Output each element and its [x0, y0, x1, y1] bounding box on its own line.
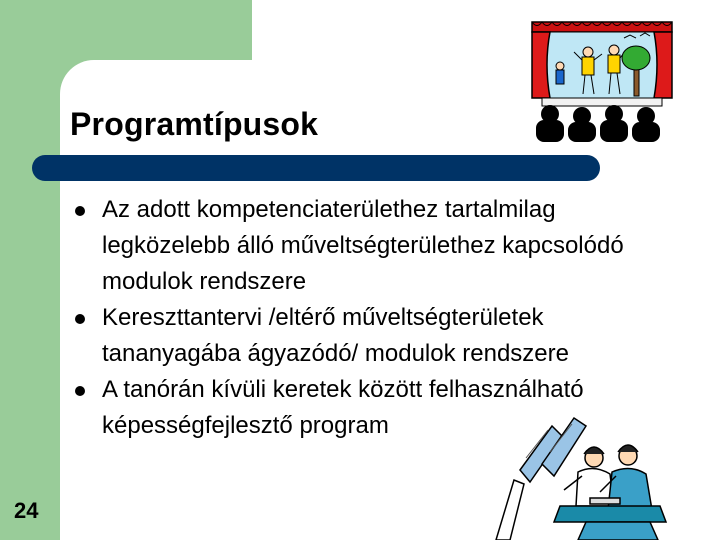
bullet-text: Az adott kompetenciaterülethez tartalmilag legközelebb álló műveltségterülethez kapcsolódó modulok rendszere — [102, 196, 624, 295]
bullet-text: Kereszttantervi /eltérő műveltségterületek tananyagába ágyazódó/ modulok rendszere — [102, 304, 569, 367]
title-underline-bar — [32, 155, 600, 181]
bullet-item — [72, 192, 672, 300]
page-number: 24 — [14, 498, 39, 523]
slide-title: Programtípusok — [70, 106, 319, 142]
decorative-green-sidebar — [0, 0, 60, 540]
theater-stage-clipart — [528, 14, 676, 142]
bullet-text: A tanórán kívüli keretek között felhasználható képességfejlesztő program — [102, 376, 584, 439]
bullet-dot-icon — [75, 206, 85, 216]
bullet-dot-icon — [75, 314, 85, 324]
bullet-list — [72, 192, 672, 444]
computer-lab-clipart — [490, 410, 670, 540]
bullet-dot-icon — [75, 386, 85, 396]
bullet-item — [72, 300, 672, 372]
